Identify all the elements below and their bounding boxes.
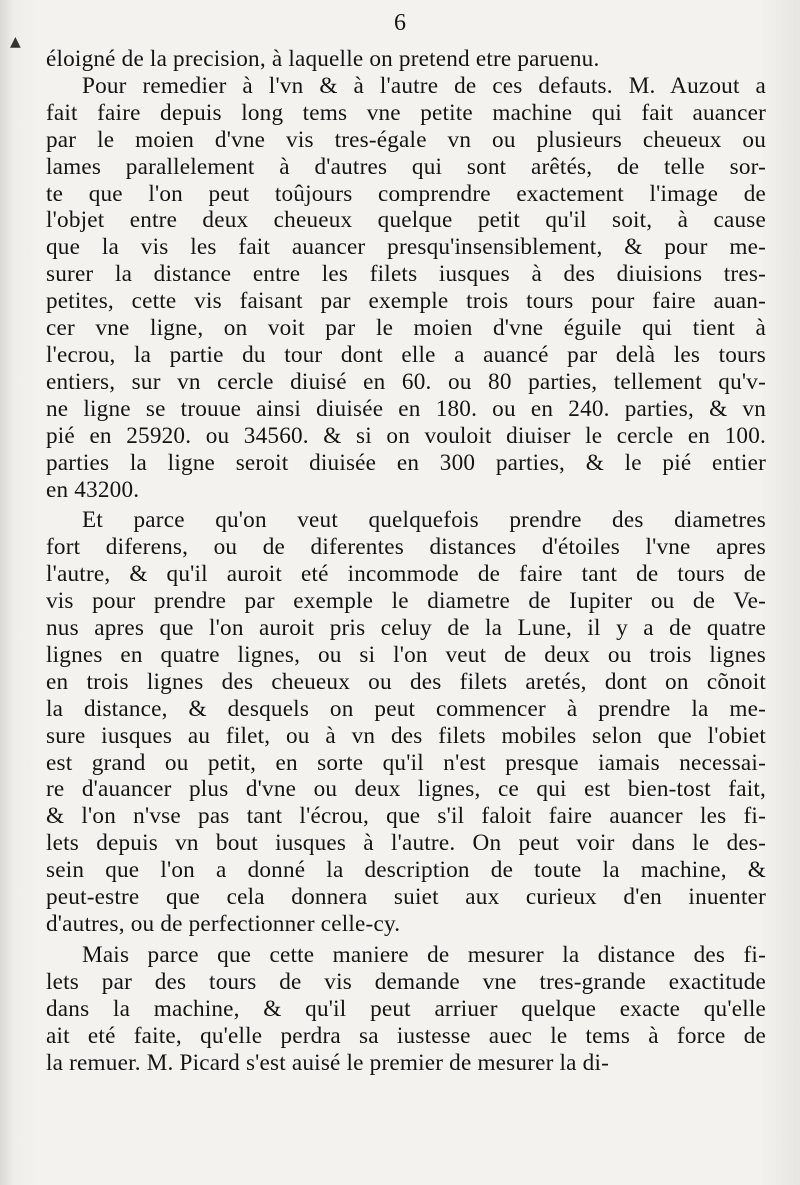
text-line: vis pour prendre par exemple le diametre de Iupiter ou de Ve- xyxy=(46,588,766,615)
text-line: petites, cette vis faisant par exemple trois tours pour faire auan- xyxy=(46,288,766,315)
text-line: l'ecrou, la partie du tour dont elle a auancé par delà les tours xyxy=(46,341,766,368)
text-line: parties la ligne seroit diuisée en 300 parties, & le pié entier xyxy=(46,449,766,476)
text-line: l'objet entre deux cheueux quelque petit qu'il soit, à cause xyxy=(46,207,766,234)
text-line: dans la machine, & qu'il peut arriuer quelque exacte qu'elle xyxy=(46,995,766,1022)
text-line: Mais parce que cette maniere de mesurer la distance des fi- xyxy=(82,941,766,968)
text-line: la distance, & desquels on peut commencer à prendre la me- xyxy=(46,695,766,722)
text-line: te que l'on peut toûjours comprendre exactement l'image de xyxy=(46,180,766,207)
text-line: nus apres que l'on auroit pris celuy de la Lune, il y a de quatre xyxy=(46,615,766,642)
text-line: en trois lignes des cheueux ou des filets aretés, dont on cõnoit xyxy=(46,668,766,695)
text-line: sure iusques au filet, ou à vn des filets mobiles selon que l'obiet xyxy=(46,722,766,749)
text-line: pié en 25920. ou 34560. & si on vouloit diuiser le cercle en 100. xyxy=(46,422,766,449)
paragraph xyxy=(46,507,766,938)
text-line: en 43200. xyxy=(46,476,140,503)
text-line: Et parce qu'on veut quelquefois prendre des diametres xyxy=(82,507,766,534)
text-line: d'autres, ou de perfectionner celle-cy. xyxy=(46,911,401,937)
page-number: 6 xyxy=(394,10,406,36)
text-line: est grand ou petit, en sorte qu'il n'est presque iamais necessai- xyxy=(46,749,766,776)
text-line: Pour remedier à l'vn & à l'autre de ces defauts. M. Auzout a xyxy=(82,72,766,99)
paragraph xyxy=(46,46,766,73)
text-line: entiers, sur vn cercle diuisé en 60. ou 80 parties, tellement qu'v- xyxy=(46,368,766,395)
paragraph xyxy=(46,942,766,1077)
text-line: lets par des tours de vis demande vne tres-grande exactitude xyxy=(46,968,766,995)
text-line: lignes en quatre lignes, ou si l'on veut de deux ou trois lignes xyxy=(46,641,766,668)
margin-mark: ▲ xyxy=(10,34,21,50)
paragraph xyxy=(46,73,766,504)
text-line: peut-estre que cela donnera suiet aux curieux d'en inuenter xyxy=(46,884,766,911)
text-line: re d'auancer plus d'vne ou deux lignes, ce qui est bien-tost fait, xyxy=(46,776,766,803)
text-line: éloigné de la precision, à laquelle on pretend etre paruenu. xyxy=(46,46,600,72)
body-text xyxy=(46,46,766,1076)
text-line: la remuer. M. Picard s'est auisé le premier de mesurer la di- xyxy=(46,1049,610,1076)
text-line: que la vis les fait auancer presqu'insensiblement, & pour me- xyxy=(46,234,766,261)
text-line: l'autre, & qu'il auroit eté incommode de faire tant de tours de xyxy=(46,561,766,588)
text-line: fort diferens, ou de diferentes distances d'étoiles l'vne apres xyxy=(46,534,766,561)
text-line: & l'on n'vse pas tant l'écrou, que s'il faloit faire auancer les fi- xyxy=(46,803,766,830)
text-line: ait eté faite, qu'elle perdra sa iustesse auec le tems à force de xyxy=(46,1022,766,1049)
text-line: lets depuis vn bout iusques à l'autre. On peut voir dans le des- xyxy=(46,830,766,857)
text-line: lames parallelement à d'autres qui sont arêtés, de telle sor- xyxy=(46,153,766,180)
text-line: sein que l'on a donné la description de toute la machine, & xyxy=(46,857,766,884)
text-line: par le moien d'vne vis tres-égale vn ou plusieurs cheueux ou xyxy=(46,126,766,153)
text-line: fait faire depuis long tems vne petite machine qui fait auancer xyxy=(46,99,766,126)
text-line: ne ligne se trouue ainsi diuisée en 180. ou en 240. parties, & vn xyxy=(46,395,766,422)
text-line: cer vne ligne, on voit par le moien d'vne éguile qui tient à xyxy=(46,315,766,342)
text-line: surer la distance entre les filets iusques à des diuisions tres- xyxy=(46,261,766,288)
